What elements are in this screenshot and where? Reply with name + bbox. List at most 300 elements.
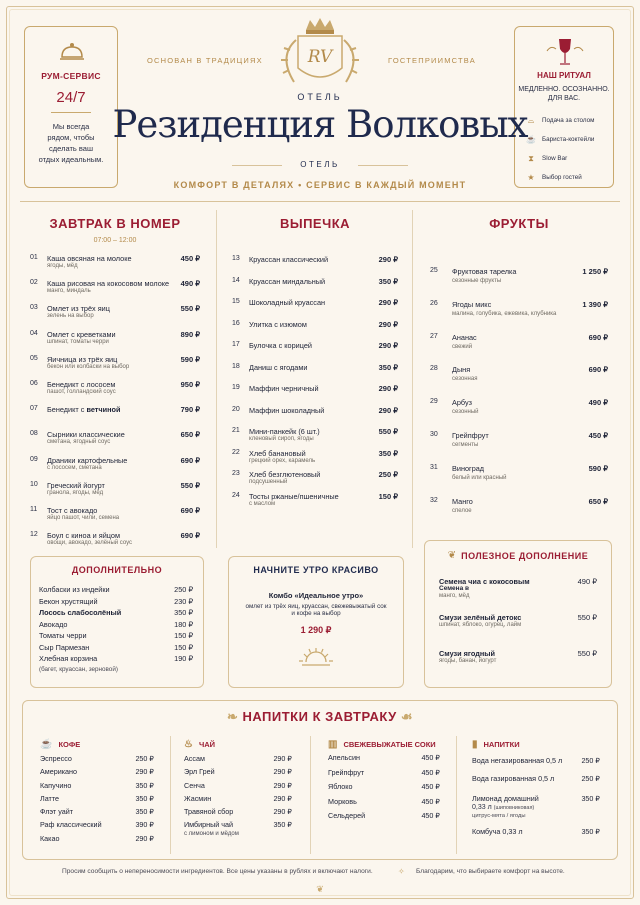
extra-item-row bbox=[39, 597, 193, 609]
juice-title: СВЕЖЕВЫЖАТЫЕ СОКИ bbox=[343, 739, 436, 749]
item-name: Круассан миндальный bbox=[249, 276, 326, 286]
drink-price: 390 ₽ bbox=[135, 820, 154, 830]
item-name: Манго bbox=[452, 496, 473, 506]
bottle-icon: ▮ bbox=[472, 738, 478, 750]
item-price: 490 ₽ bbox=[180, 279, 200, 289]
item-number: 12 bbox=[30, 531, 38, 539]
item-number: 04 bbox=[30, 329, 38, 337]
drink-name: Морковь bbox=[328, 796, 357, 806]
item-description: сезонная bbox=[452, 376, 478, 383]
item-number: 13 bbox=[232, 255, 240, 262]
drink-price: 450 ₽ bbox=[421, 782, 440, 792]
item-number: 25 bbox=[430, 267, 438, 274]
ritual-item-label: Подача за столом bbox=[542, 117, 595, 124]
item-name: Сырники классические bbox=[47, 430, 125, 440]
item-description: малина, голубика, ежевика, клубника bbox=[452, 310, 557, 317]
extra-item-name: Бекон хрустящий bbox=[39, 596, 98, 606]
item-price: 290 ₽ bbox=[378, 255, 398, 264]
item-number: 05 bbox=[30, 354, 38, 362]
drink-name: Латте bbox=[40, 793, 60, 803]
healthy-item-name: Смузи ягодный bbox=[439, 649, 495, 658]
item-price: 350 ₽ bbox=[378, 448, 398, 458]
drinks-title: НАПИТКИ К ЗАВТРАКУ bbox=[242, 709, 397, 724]
item-price: 290 ₽ bbox=[378, 384, 398, 393]
room-service-text-line: сделать ваш bbox=[49, 144, 93, 153]
tea-header bbox=[184, 734, 292, 754]
item-description: овощи, авокадо, зелёный соус bbox=[47, 540, 133, 547]
item-description: ягоды, мёд bbox=[47, 263, 78, 269]
item-price: 450 ₽ bbox=[588, 431, 608, 440]
teapot-icon: ♨ bbox=[184, 738, 193, 750]
drink-price: 290 ₽ bbox=[273, 793, 292, 803]
juice-header bbox=[328, 734, 440, 754]
drink-price: 350 ₽ bbox=[581, 826, 600, 836]
item-number: 30 bbox=[430, 431, 438, 438]
item-name: Виноград bbox=[452, 463, 485, 473]
combo-panel bbox=[228, 556, 404, 688]
drink-price: 450 ₽ bbox=[421, 811, 440, 821]
healthy-item-price: 550 ₽ bbox=[577, 613, 597, 622]
ornament-icon: ❧ bbox=[226, 709, 243, 724]
item-price: 690 ₽ bbox=[180, 506, 200, 515]
item-number: 09 bbox=[30, 455, 38, 463]
item-description: сезонные фрукты bbox=[452, 278, 502, 284]
drink-price: 290 ₽ bbox=[273, 780, 292, 790]
drink-row bbox=[40, 820, 154, 833]
item-number: 14 bbox=[232, 276, 240, 284]
ritual-title: НАШ РИТУАЛ bbox=[537, 71, 591, 80]
drink-row bbox=[40, 807, 154, 820]
item-price: 590 ₽ bbox=[588, 463, 608, 473]
drink-name: Яблоко bbox=[328, 782, 353, 792]
coffee-column bbox=[40, 734, 154, 847]
ginger-tea-note: с лимоном и мёдом bbox=[184, 830, 239, 837]
item-number: 31 bbox=[430, 463, 438, 471]
extra-item-name: Хлебная корзина bbox=[39, 654, 98, 663]
fruits-section bbox=[430, 206, 608, 577]
item-price: 490 ₽ bbox=[588, 398, 608, 408]
item-description: спелое bbox=[452, 507, 472, 514]
item-name: Булочка с корицей bbox=[249, 341, 312, 350]
item-number: 27 bbox=[430, 332, 438, 340]
item-number: 23 bbox=[232, 470, 240, 477]
healthy-title: ПОЛЕЗНОЕ ДОПОЛНЕНИЕ bbox=[461, 550, 589, 561]
drink-name: Имбирный чай bbox=[184, 820, 234, 830]
room-service-text-line: рядом, чтобы bbox=[47, 133, 95, 142]
tea-title: ЧАЙ bbox=[198, 739, 216, 749]
item-price: 590 ₽ bbox=[180, 354, 200, 364]
item-name: Омлет с креветками bbox=[47, 329, 116, 339]
room-service-hours: 24/7 bbox=[56, 89, 86, 106]
item-number: 21 bbox=[232, 427, 240, 434]
item-name: Грейпфрут bbox=[452, 431, 489, 440]
diamond-icon: ✧ bbox=[398, 867, 405, 876]
drink-price: 290 ₽ bbox=[135, 833, 154, 843]
drink-price: 250 ₽ bbox=[581, 774, 600, 784]
item-name: Хлеб безглютеновый bbox=[249, 470, 321, 479]
extras-basket-note: (багет, круассан, зерновой) bbox=[39, 665, 118, 673]
crest-logo bbox=[268, 16, 372, 96]
drink-row bbox=[40, 767, 154, 780]
extra-item-price: 150 ₽ bbox=[174, 642, 193, 652]
item-price: 550 ₽ bbox=[180, 480, 200, 490]
item-price: 550 ₽ bbox=[378, 427, 398, 436]
item-number: 20 bbox=[232, 405, 240, 413]
item-description: грецкий орех, карамель bbox=[249, 457, 316, 464]
item-price: 290 ₽ bbox=[378, 405, 398, 415]
item-number: 03 bbox=[30, 304, 38, 312]
item-name: Шоколадный круассан bbox=[249, 298, 326, 307]
room-service-title: РУМ-СЕРВИС bbox=[41, 71, 101, 81]
item-name bbox=[47, 405, 120, 414]
item-number: 02 bbox=[30, 279, 38, 287]
lemonade-flavors: цитрус-мята / ягоды bbox=[472, 812, 526, 819]
item-number: 15 bbox=[232, 298, 240, 305]
item-price: 890 ₽ bbox=[180, 329, 200, 339]
drink-name: Американо bbox=[40, 767, 78, 777]
hotel-motto: КОМФОРТ В ДЕТАЛЯХ • СЕРВИС В КАЖДЫЙ МОМЕНТ bbox=[173, 180, 467, 190]
lemonade-note: (шиповниковая) bbox=[493, 804, 535, 811]
healthy-item-price: 550 ₽ bbox=[577, 649, 597, 658]
extra-item-row bbox=[39, 608, 193, 620]
item-price: 290 ₽ bbox=[378, 319, 398, 329]
healthy-item-name: Смузи зелёный детокс bbox=[439, 613, 522, 622]
drink-price: 290 ₽ bbox=[273, 754, 292, 763]
drink-price: 450 ₽ bbox=[421, 767, 440, 777]
item-name: Улитка с изюмом bbox=[249, 319, 307, 329]
item-number: 17 bbox=[232, 341, 240, 348]
item-name: Круассан классический bbox=[249, 255, 329, 264]
item-description: сезонный bbox=[452, 409, 479, 416]
drink-row bbox=[184, 820, 292, 833]
item-name: Бенедикт с лососем bbox=[47, 380, 116, 389]
divider bbox=[20, 201, 620, 202]
item-number: 11 bbox=[30, 506, 38, 513]
fruits-list bbox=[430, 267, 608, 577]
divider bbox=[358, 165, 408, 166]
drink-name: Флэт уайт bbox=[40, 807, 74, 817]
ritual-item-label: Выбор гостей bbox=[542, 174, 582, 181]
item-name: Боул с киноа и яйцом bbox=[47, 531, 120, 541]
item-name: Ягоды микс bbox=[452, 299, 492, 309]
drink-price: 350 ₽ bbox=[135, 793, 154, 803]
combo-desc-line: омлет из трёх яиц, круассан, свежевыжатый сок bbox=[245, 603, 387, 610]
item-description: шпинат, томаты черри bbox=[47, 338, 109, 345]
item-name: Фруктовая тарелка bbox=[452, 267, 517, 276]
room-service-text-line: Мы всегда bbox=[52, 122, 90, 131]
item-name: Даниш с ягодами bbox=[249, 362, 308, 372]
item-description: сегменты bbox=[452, 442, 479, 448]
drink-price: 290 ₽ bbox=[135, 767, 154, 777]
item-number: 28 bbox=[430, 365, 438, 373]
drink-name: Комбуча 0,33 л bbox=[472, 826, 523, 836]
item-name: Маффин черничный bbox=[249, 384, 319, 393]
extra-item-price: 180 ₽ bbox=[174, 619, 193, 629]
breakfast-section bbox=[30, 206, 200, 564]
lemonade-volume-line bbox=[472, 804, 600, 813]
drink-row bbox=[472, 774, 600, 787]
item-description: яйцо пашот, чили, семена bbox=[47, 515, 120, 521]
extras-list bbox=[31, 575, 203, 666]
item-name-part: Бенедикт с bbox=[47, 405, 87, 415]
item-number: 01 bbox=[30, 254, 38, 261]
item-description: зелень на выбор bbox=[47, 313, 94, 320]
item-name: Каша овсяная на молоке bbox=[47, 254, 132, 263]
item-description: белый или красный bbox=[452, 474, 507, 481]
item-name: Тосты ржаные/пшеничные bbox=[249, 491, 339, 501]
other-drinks-title: НАПИТКИ bbox=[483, 739, 520, 749]
drink-price: 350 ₽ bbox=[135, 780, 154, 790]
item-name: Тост с авокадо bbox=[47, 506, 98, 515]
extra-item-row bbox=[39, 643, 193, 655]
other-drinks-column bbox=[472, 734, 600, 840]
leaf-icon: ❦ bbox=[447, 550, 457, 561]
item-name: Дыня bbox=[452, 365, 471, 375]
item-description: свежий bbox=[452, 343, 473, 350]
extra-item-row bbox=[39, 654, 193, 666]
drink-price: 290 ₽ bbox=[273, 807, 292, 817]
extra-item-name: Авокадо bbox=[39, 619, 68, 629]
drink-row bbox=[328, 812, 440, 827]
pastry-list bbox=[232, 255, 398, 565]
item-number: 06 bbox=[30, 380, 38, 387]
drink-name: Сельдерей bbox=[328, 811, 366, 821]
item-description: кленовый сироп, ягоды bbox=[249, 436, 314, 442]
item-name: Маффин шоколадный bbox=[249, 405, 325, 415]
healthy-item-description: ягоды, банан, йогурт bbox=[439, 658, 497, 664]
drink-name: Раф классический bbox=[40, 820, 102, 830]
tagline-right: ГОСТЕПРИИМСТВА bbox=[388, 56, 476, 65]
extra-item-price: 350 ₽ bbox=[174, 608, 193, 617]
drink-name: Вода негазированная 0,5 л bbox=[472, 756, 563, 765]
column-divider bbox=[216, 210, 217, 548]
drink-name: Сенча bbox=[184, 780, 205, 790]
item-price: 450 ₽ bbox=[180, 254, 200, 263]
item-description: подсушенный bbox=[249, 479, 288, 485]
healthy-list bbox=[439, 577, 597, 687]
item-number: 10 bbox=[30, 480, 38, 488]
drink-price: 350 ₽ bbox=[581, 793, 600, 803]
breakfast-hours: 07:00 – 12:00 bbox=[93, 237, 137, 244]
item-price: 950 ₽ bbox=[180, 380, 200, 389]
drink-name: Грейпфрут bbox=[328, 767, 365, 777]
column-divider bbox=[170, 736, 171, 854]
healthy-item-description: манго, мёд bbox=[439, 593, 470, 599]
drinks-header bbox=[0, 709, 640, 725]
item-price: 250 ₽ bbox=[378, 470, 398, 479]
extra-item-name: Лосось слабосолёный bbox=[39, 608, 122, 617]
drink-name: Эрл Грей bbox=[184, 767, 215, 777]
extra-item-price: 190 ₽ bbox=[174, 654, 193, 663]
combo-desc-line: и кофе на выбор bbox=[291, 610, 341, 617]
item-price: 650 ₽ bbox=[180, 430, 200, 440]
item-name: Мини-панкейк (6 шт.) bbox=[249, 427, 320, 436]
item-description: гранола, ягоды, мёд bbox=[47, 489, 104, 496]
crest-monogram: RV bbox=[307, 47, 333, 67]
healthy-header bbox=[425, 550, 611, 561]
drink-row bbox=[40, 754, 154, 767]
footer-note-right: Благодарим, что выбираете комфорт на высоте. bbox=[416, 868, 565, 875]
drink-price: 350 ₽ bbox=[135, 807, 154, 817]
drink-name: Апельсин bbox=[328, 753, 360, 762]
cloche-icon: ⌓ bbox=[527, 115, 535, 125]
item-price: 650 ₽ bbox=[588, 496, 608, 506]
item-name: Ананас bbox=[452, 332, 477, 342]
drink-price: 290 ₽ bbox=[273, 767, 292, 777]
drink-row bbox=[328, 769, 440, 784]
item-number: 08 bbox=[30, 430, 38, 438]
drink-name: Вода газированная 0,5 л bbox=[472, 774, 555, 784]
drink-name: Капучино bbox=[40, 780, 72, 790]
sunrise-icon bbox=[296, 644, 336, 668]
extra-item-name: Колбаски из индейки bbox=[39, 585, 110, 594]
drink-price: 250 ₽ bbox=[581, 756, 600, 765]
item-number: 16 bbox=[232, 319, 240, 327]
coffee-header bbox=[40, 734, 154, 754]
ritual-item-label: Slow Bar bbox=[542, 155, 568, 162]
ritual-subtitle-line: МЕДЛЕННО. ОСОЗНАННО. bbox=[518, 86, 610, 93]
coffee-title: КОФЕ bbox=[58, 739, 81, 749]
item-description: манго, миндаль bbox=[47, 288, 91, 295]
extra-item-name: Томаты черри bbox=[39, 631, 87, 640]
item-price: 690 ₽ bbox=[180, 531, 200, 541]
pastry-section bbox=[232, 206, 398, 565]
hotel-word-bottom: ОТЕЛЬ bbox=[300, 160, 340, 169]
column-divider bbox=[412, 210, 413, 548]
ornament-icon: ☙ bbox=[400, 709, 414, 724]
item-price: 290 ₽ bbox=[378, 341, 398, 350]
cloche-icon bbox=[59, 41, 85, 63]
drink-price: 450 ₽ bbox=[421, 796, 440, 806]
drink-row bbox=[184, 781, 292, 794]
item-name-part: ветчиной bbox=[86, 405, 121, 415]
extras-panel bbox=[30, 556, 204, 688]
item-number: 32 bbox=[430, 496, 438, 504]
drink-row bbox=[472, 827, 600, 840]
drink-price: 450 ₽ bbox=[421, 753, 440, 762]
drink-name: Лимонад домашний bbox=[472, 793, 539, 803]
item-number: 22 bbox=[232, 448, 240, 456]
extra-item-row bbox=[39, 631, 193, 643]
extras-title: ДОПОЛНИТЕЛЬНО bbox=[71, 565, 163, 575]
item-name: Хлеб банановый bbox=[249, 448, 306, 458]
item-price: 690 ₽ bbox=[180, 455, 200, 465]
drink-name: Ассам bbox=[184, 754, 205, 763]
item-number: 24 bbox=[232, 491, 240, 499]
drink-price: 350 ₽ bbox=[273, 820, 292, 830]
item-number: 26 bbox=[430, 299, 438, 307]
column-divider bbox=[456, 736, 457, 854]
extra-item-price: 230 ₽ bbox=[174, 596, 193, 606]
drink-name: Эспрессо bbox=[40, 754, 72, 763]
wine-glass-icon bbox=[545, 37, 585, 67]
drink-name: Травяной сбор bbox=[184, 807, 234, 817]
item-price: 690 ₽ bbox=[588, 332, 608, 342]
extra-item-row bbox=[39, 620, 193, 632]
room-service-text-line: отдых идеальным. bbox=[38, 155, 104, 164]
coffee-cup-icon: ☕ bbox=[40, 738, 53, 750]
drink-row bbox=[40, 794, 154, 807]
drink-name: Какао bbox=[40, 833, 60, 843]
tagline-left: ОСНОВАН В ТРАДИЦИЯХ bbox=[147, 56, 263, 65]
item-name: Арбуз bbox=[452, 398, 472, 408]
drink-price: 250 ₽ bbox=[135, 754, 154, 763]
item-name: Каша рисовая на кокосовом молоке bbox=[47, 279, 170, 289]
drink-row bbox=[328, 798, 440, 813]
item-description: бекон или колбаски на выбор bbox=[47, 363, 130, 370]
item-number: 19 bbox=[232, 384, 240, 391]
item-price: 290 ₽ bbox=[378, 298, 398, 307]
item-name: Драники картофельные bbox=[47, 455, 128, 465]
healthy-item-name-line: Семена в bbox=[439, 585, 469, 592]
item-name: Омлет из трёх яиц bbox=[47, 304, 110, 314]
item-price: 1 250 ₽ bbox=[582, 267, 608, 276]
item-description: с лососем, сметана bbox=[47, 464, 102, 471]
item-price: 550 ₽ bbox=[180, 304, 200, 314]
drink-row bbox=[184, 754, 292, 767]
drink-row bbox=[472, 794, 600, 804]
item-description: пашот, голландский соус bbox=[47, 389, 116, 395]
tea-list bbox=[184, 754, 292, 834]
healthy-item-name: Семена чиа с кокосовым bbox=[439, 577, 530, 586]
combo-title: НАЧНИТЕ УТРО КРАСИВО bbox=[253, 565, 379, 575]
combo-price: 1 290 ₽ bbox=[300, 625, 332, 635]
breakfast-title: ЗАВТРАК В НОМЕР bbox=[49, 216, 181, 231]
drink-row bbox=[184, 807, 292, 820]
hourglass-icon: ⧗ bbox=[528, 153, 534, 163]
item-name: Греческий йогурт bbox=[47, 480, 105, 490]
drink-row bbox=[328, 783, 440, 798]
healthy-item-description: шпинат, яблоко, огурец, лайм bbox=[439, 622, 522, 628]
item-description: с маслом bbox=[249, 500, 276, 507]
healthy-panel bbox=[424, 540, 612, 688]
coffee-list bbox=[40, 754, 154, 847]
extra-item-price: 250 ₽ bbox=[174, 585, 193, 594]
breakfast-list bbox=[30, 254, 200, 564]
item-price: 1 390 ₽ bbox=[582, 299, 608, 309]
drink-row bbox=[40, 781, 154, 794]
hotel-word-top: ОТЕЛЬ bbox=[297, 92, 343, 102]
item-number: 29 bbox=[430, 398, 438, 406]
drink-row bbox=[328, 754, 440, 769]
juice-column bbox=[328, 734, 440, 827]
extra-item-row bbox=[39, 585, 193, 597]
ornament-icon: ❦ bbox=[316, 884, 324, 894]
extra-item-price: 150 ₽ bbox=[174, 631, 193, 640]
drink-row bbox=[184, 794, 292, 807]
star-icon: ★ bbox=[527, 173, 535, 182]
item-number: 18 bbox=[232, 362, 240, 370]
footer-note-left: Просим сообщить о непереносимости ингредиентов. Все цены указаны в рублях и включают налоги. bbox=[62, 868, 373, 875]
juice-list bbox=[328, 754, 440, 827]
other-drinks-header bbox=[472, 734, 600, 754]
brand-name: Резиденция Волковых bbox=[112, 103, 528, 146]
juice-glass-icon: ▥ bbox=[328, 738, 338, 750]
item-number: 07 bbox=[30, 405, 38, 413]
tea-column bbox=[184, 734, 292, 837]
extra-item-name: Сыр Пармезан bbox=[39, 642, 90, 652]
item-name: Яичница из трёх яиц bbox=[47, 354, 118, 364]
coffee-cup-icon: ☕ bbox=[526, 135, 536, 144]
healthy-item-price: 490 ₽ bbox=[577, 577, 597, 586]
drink-row bbox=[472, 756, 600, 769]
combo-name: Комбо «Идеальное утро» bbox=[268, 591, 364, 600]
item-price: 150 ₽ bbox=[378, 491, 398, 501]
item-price: 350 ₽ bbox=[378, 276, 398, 286]
item-price: 790 ₽ bbox=[180, 405, 200, 415]
ritual-item-label: Бариста-коктейли bbox=[542, 136, 595, 143]
ritual-subtitle-line: ДЛЯ ВАС. bbox=[547, 95, 581, 102]
